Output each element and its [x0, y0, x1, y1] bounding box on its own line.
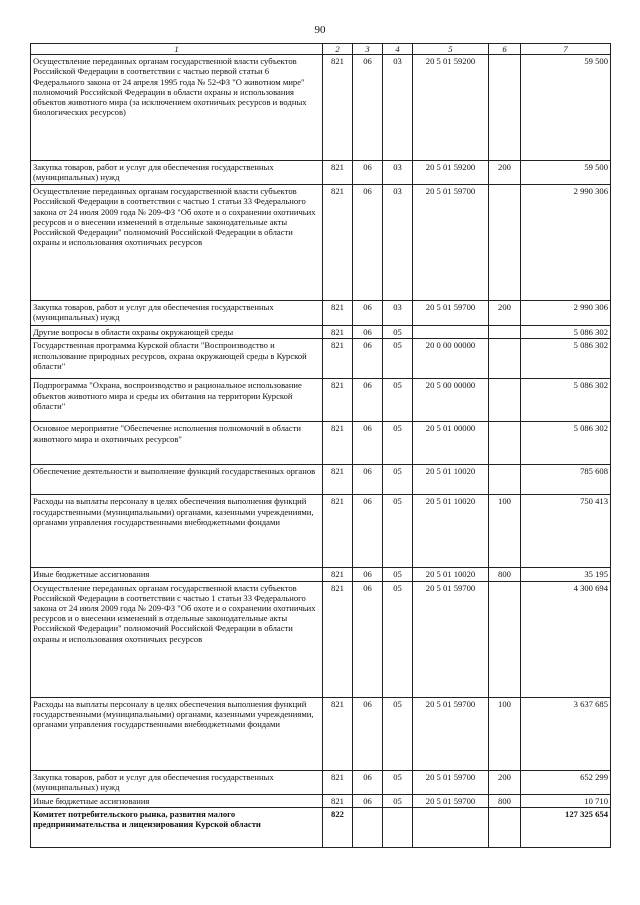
- table-row: [31, 379, 611, 422]
- row-amount: 35 195: [521, 568, 611, 581]
- row-section: 06: [353, 568, 383, 581]
- row-expense-type: 200: [489, 770, 521, 794]
- row-section: 06: [353, 379, 383, 422]
- table-row: [31, 161, 611, 185]
- row-grbs: 821: [323, 794, 353, 807]
- row-expense-type: [489, 339, 521, 379]
- row-name: Иные бюджетные ассигнования: [31, 568, 323, 581]
- row-grbs: 822: [323, 807, 353, 847]
- table-row: [31, 326, 611, 339]
- row-subsection: 03: [383, 185, 413, 301]
- row-amount: 59 500: [521, 161, 611, 185]
- row-name: Комитет потребительского рынка, развития малого предпринимательства и лицензирования Курской области: [31, 807, 323, 847]
- row-target-article: 20 5 01 10020: [413, 495, 489, 568]
- row-name: Закупка товаров, работ и услуг для обеспечения государственных (муниципальных) нужд: [31, 161, 323, 185]
- table-row: [31, 422, 611, 465]
- row-expense-type: [489, 379, 521, 422]
- row-expense-type: [489, 185, 521, 301]
- table-row: [31, 697, 611, 770]
- row-target-article: 20 0 00 00000: [413, 339, 489, 379]
- row-section: 06: [353, 185, 383, 301]
- row-target-article: 20 5 00 00000: [413, 379, 489, 422]
- table-row: [31, 185, 611, 301]
- column-header: 3: [353, 44, 383, 55]
- table-row: [31, 339, 611, 379]
- row-section: 06: [353, 770, 383, 794]
- row-grbs: 821: [323, 422, 353, 465]
- row-grbs: 821: [323, 379, 353, 422]
- row-target-article: 20 5 01 59700: [413, 794, 489, 807]
- row-section: 06: [353, 465, 383, 495]
- column-header: 6: [489, 44, 521, 55]
- row-amount: 750 413: [521, 495, 611, 568]
- row-amount: 3 637 685: [521, 697, 611, 770]
- column-header: 4: [383, 44, 413, 55]
- row-name: Расходы на выплаты персоналу в целях обеспечения выполнения функций государственными (муниципальными) органами, казенными учреждениями, органами управления государственными внебюджетными фондами: [31, 495, 323, 568]
- table-row: [31, 807, 611, 847]
- row-amount: 2 990 306: [521, 301, 611, 326]
- row-target-article: 20 5 01 59700: [413, 581, 489, 697]
- row-amount: 785 608: [521, 465, 611, 495]
- row-subsection: 05: [383, 465, 413, 495]
- column-header: 2: [323, 44, 353, 55]
- row-grbs: 821: [323, 161, 353, 185]
- row-target-article: 20 5 01 59200: [413, 161, 489, 185]
- row-subsection: 03: [383, 301, 413, 326]
- row-subsection: 05: [383, 422, 413, 465]
- row-target-article: 20 5 01 59200: [413, 55, 489, 161]
- row-section: 06: [353, 161, 383, 185]
- row-amount: 5 086 302: [521, 422, 611, 465]
- row-target-article: 20 5 01 10020: [413, 568, 489, 581]
- row-subsection: 05: [383, 770, 413, 794]
- row-grbs: 821: [323, 770, 353, 794]
- row-subsection: 03: [383, 55, 413, 161]
- column-header: 7: [521, 44, 611, 55]
- row-section: 06: [353, 55, 383, 161]
- row-expense-type: 100: [489, 495, 521, 568]
- table-row: [31, 794, 611, 807]
- row-amount: 127 325 654: [521, 807, 611, 847]
- row-grbs: 821: [323, 697, 353, 770]
- row-target-article: 20 5 01 59700: [413, 185, 489, 301]
- row-amount: 5 086 302: [521, 326, 611, 339]
- row-subsection: 05: [383, 794, 413, 807]
- table-row: [31, 55, 611, 161]
- row-subsection: 05: [383, 495, 413, 568]
- row-target-article: [413, 807, 489, 847]
- row-subsection: 05: [383, 379, 413, 422]
- row-expense-type: 800: [489, 794, 521, 807]
- row-subsection: 05: [383, 568, 413, 581]
- page-number: 90: [314, 24, 326, 36]
- row-name: Закупка товаров, работ и услуг для обеспечения государственных (муниципальных) нужд: [31, 770, 323, 794]
- row-grbs: 821: [323, 185, 353, 301]
- row-amount: 4 300 694: [521, 581, 611, 697]
- row-grbs: 821: [323, 568, 353, 581]
- row-grbs: 821: [323, 465, 353, 495]
- row-section: 06: [353, 422, 383, 465]
- row-name: Осуществление переданных органам государственной власти субъектов Российской Федерации в соответствии с частью 1 статьи 33 Федерального закона от 24 июля 2009 года № 209-ФЗ "Об охоте и о сохранении охотничьих ресурсов и о внесении изменений в отдельные законодательные акты Российской Федерации" полномочий Российской Федерации в области охраны и использования охотничьих ресурсов: [31, 581, 323, 697]
- row-target-article: 20 5 01 10020: [413, 465, 489, 495]
- row-amount: 2 990 306: [521, 185, 611, 301]
- row-subsection: 05: [383, 697, 413, 770]
- table-row: [31, 465, 611, 495]
- table-row: [31, 770, 611, 794]
- row-target-article: 20 5 01 59700: [413, 770, 489, 794]
- row-name: Другие вопросы в области охраны окружающей среды: [31, 326, 323, 339]
- table-row: [31, 495, 611, 568]
- column-header: 5: [413, 44, 489, 55]
- column-header: 1: [31, 44, 323, 55]
- row-grbs: 821: [323, 326, 353, 339]
- row-section: 06: [353, 495, 383, 568]
- row-expense-type: [489, 326, 521, 339]
- row-expense-type: [489, 55, 521, 161]
- table-row: [31, 301, 611, 326]
- table-header-row: [31, 44, 611, 55]
- row-amount: 5 086 302: [521, 339, 611, 379]
- row-section: 06: [353, 339, 383, 379]
- row-name: Расходы на выплаты персоналу в целях обеспечения выполнения функций государственными (муниципальными) органами, казенными учреждениями, органами управления государственными внебюджетными фондами: [31, 697, 323, 770]
- row-grbs: 821: [323, 495, 353, 568]
- row-name: Иные бюджетные ассигнования: [31, 794, 323, 807]
- row-subsection: 05: [383, 581, 413, 697]
- row-name: Основное мероприятие "Обеспечение исполнения полномочий в области животного мира и охотничьих ресурсов": [31, 422, 323, 465]
- row-target-article: 20 5 01 59700: [413, 301, 489, 326]
- table-row: [31, 581, 611, 697]
- row-subsection: 05: [383, 339, 413, 379]
- row-amount: 652 299: [521, 770, 611, 794]
- row-section: [353, 807, 383, 847]
- row-name: Осуществление переданных органам государственной власти субъектов Российской Федерации в соответствии с частью 1 статьи 33 Федерального закона от 24 июля 2009 года № 209-ФЗ "Об охоте и о сохранении охотничьих ресурсов и о внесении изменений в отдельные законодательные акты Российской Федерации" полномочий Российской Федерации в области охраны и использования охотничьих ресурсов: [31, 185, 323, 301]
- table-row: [31, 568, 611, 581]
- row-name: Подпрограмма "Охрана, воспроизводство и рациональное использование объектов животного мира и среды их обитания на территории Курской области": [31, 379, 323, 422]
- row-name: Осуществление переданных органам государственной власти субъектов Российской Федерации в соответствии с частью первой статьи 6 Федерального закона от 24 апреля 1995 года № 52-ФЗ "О животном мире" полномочий Российской Федерации в области охраны и использования объектов животного мира (за исключением охотничьих ресурсов и водных биологических ресурсов): [31, 55, 323, 161]
- row-section: 06: [353, 301, 383, 326]
- row-target-article: 20 5 01 59700: [413, 697, 489, 770]
- row-subsection: 03: [383, 161, 413, 185]
- row-expense-type: 200: [489, 301, 521, 326]
- row-expense-type: 100: [489, 697, 521, 770]
- row-amount: 5 086 302: [521, 379, 611, 422]
- row-expense-type: [489, 581, 521, 697]
- row-subsection: [383, 807, 413, 847]
- row-grbs: 821: [323, 581, 353, 697]
- row-grbs: 821: [323, 301, 353, 326]
- row-grbs: 821: [323, 55, 353, 161]
- row-section: 06: [353, 326, 383, 339]
- row-section: 06: [353, 581, 383, 697]
- row-expense-type: [489, 422, 521, 465]
- row-grbs: 821: [323, 339, 353, 379]
- row-section: 06: [353, 697, 383, 770]
- row-name: Обеспечение деятельности и выполнение функций государственных органов: [31, 465, 323, 495]
- row-expense-type: [489, 807, 521, 847]
- row-expense-type: [489, 465, 521, 495]
- row-amount: 10 710: [521, 794, 611, 807]
- row-section: 06: [353, 794, 383, 807]
- row-target-article: [413, 326, 489, 339]
- budget-table: [30, 43, 611, 848]
- row-name: Закупка товаров, работ и услуг для обеспечения государственных (муниципальных) нужд: [31, 301, 323, 326]
- row-expense-type: 800: [489, 568, 521, 581]
- row-expense-type: 200: [489, 161, 521, 185]
- row-amount: 59 500: [521, 55, 611, 161]
- row-name: Государственная программа Курской области "Воспроизводство и использование природных ресурсов, охрана окружающей среды в Курской области": [31, 339, 323, 379]
- row-target-article: 20 5 01 00000: [413, 422, 489, 465]
- row-subsection: 05: [383, 326, 413, 339]
